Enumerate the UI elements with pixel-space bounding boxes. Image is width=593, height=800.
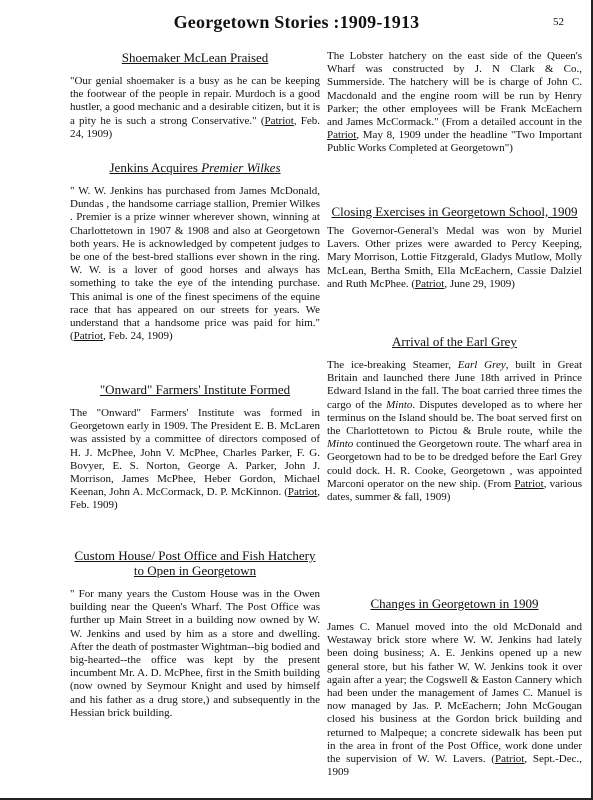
source-link: Patriot: [414, 277, 445, 290]
article-text: " W. W. Jenkins has purchased from James McDonald, Dundas , the handsome carriage stallion, Premier Wilkes . Premier is a prize winner wherever shown, winning at Charlottetown in 1907 & 1908 and also at Georgetown both years. He is acknowledged by competent judges to be one of the best-bred stallions ever shown in the ring. W. W. is a lover of good horses and always has something to take the eye of the intending purchase. This animal is one of the finest specimens of the equine race that has appeared on our streets for years. We understand that a handsome price was paid for him." (: [70, 185, 320, 343]
article-body: [327, 225, 582, 291]
article-title: Custom House/ Post Office and Fish Hatchery to Open in Georgetown: [74, 548, 316, 578]
source-date: , Feb. 1909): [70, 486, 320, 512]
article-title: Arrival of the Earl Grey: [392, 334, 517, 349]
source-link: Patriot: [327, 129, 357, 142]
source-date: , May 8, 1909 under the headline "Two Important Public Works Completed at Georgetown"): [327, 129, 582, 155]
article-text: . Disputes developed as to where her terminus on the Island should be. The boat served first on the Charlottetown to Pictou & Brule route, while the: [327, 398, 582, 438]
article-body: " For many years the Custom House was in the Owen building near the Queen's Wharf. The Post Office was further up Main Street in a building now owned by W. W. Jenkins and used by him as a store and dwelling. After the death of postmaster Wightman--big bodied and big-hearted--the office was kept by the present incumbent Mr. A. D. McPhee, first in the Smith building (now owned by Seymour Knight and used by himself and his father as a drug store,) and subsequently in the Hessian brick building.: [70, 588, 320, 719]
article-changes-1909: [327, 596, 582, 779]
page-title: Georgetown Stories :1909-1913: [173, 12, 420, 32]
source-link: Patriot: [287, 486, 318, 499]
article-text: , built in Great Britain and launched there June 18th arrived in Prince Edward Island in the fall. The boat carried three times the cargo of the: [327, 359, 583, 411]
article-title: "Onward" Farmers' Institute Formed: [99, 382, 291, 397]
article-body: [327, 359, 582, 504]
article-onward: [70, 382, 320, 513]
source-link: Patriot: [494, 753, 525, 766]
page-number: 52: [553, 16, 564, 28]
ship-name: Earl Grey: [457, 359, 506, 371]
article-text: James C. Manuel moved into the old McDonald and Westaway brick store where W. W. Jenkins had lately been doing business; A. E. Jenkins opened up a new general store, but his father W. W. Jenkins took it over again after a year; the Cogswell & Easton Cannery which had been under the management of James C. Manuel is now managed by Jas. P. McEachern; John McGougan closed his business at the Gordon brick building and returned to Malpeque; a concrete sidewalk has been put in the area in front of the Post Office, work done under the supervision of W. W. Lavers. (: [327, 621, 582, 766]
article-earl-grey: [327, 334, 582, 504]
source-date: , Feb. 24, 1909): [70, 114, 321, 140]
article-title: [70, 160, 320, 175]
source-link: Patriot: [264, 114, 294, 127]
article-text: The Lobster hatchery on the east side of the Queen's Wharf was constructed by J. N Clark & Co., Summerside. The hatchery will be is charge of John C. Macdonald and the engine room will be run by Henry Parker; the other employees will be Frank McEachern and James McCormack." (From a detailed account in the: [327, 50, 582, 129]
article-shoemaker: [70, 50, 320, 141]
article-title-italic: Premier Wilkes: [201, 160, 281, 175]
article-text: The Governor-General's Medal was won by Muriel Lavers. Other prizes were awarded to Percy Keeping, Mary Morrison, Lottie Fitzgerald, Gladys Mutlow, Molly McLean, Bertha Smith, Ella McEachern, Cassie Dalziel and Ruth McPhee. (: [327, 225, 582, 290]
article-closing-exercises: [327, 204, 582, 291]
article-body: [70, 407, 320, 513]
article-body: [327, 50, 582, 156]
article-body: [327, 621, 582, 779]
article-body: [70, 75, 320, 141]
article-title: Shoemaker McLean Praised: [121, 50, 269, 65]
article-jenkins: [70, 160, 320, 343]
ship-name: Minto: [386, 398, 413, 411]
article-text: The ice-breaking Steamer,: [327, 359, 458, 371]
source-date: , Sept.-Dec., 1909: [327, 753, 582, 779]
article-title: Changes in Georgetown in 1909: [370, 596, 539, 611]
article-body: [70, 185, 320, 343]
source-date: , June 29, 1909): [444, 277, 515, 290]
source-link: Patriot: [73, 330, 104, 343]
source-link: Patriot: [514, 477, 544, 490]
article-text: continued the Georgetown route. The wharf area in Georgetown had to be to be dredged before the Earl Grey could dock. H. R. Cooke, Georgetown , was appointed Marconi operator on the new ship. (From: [327, 438, 582, 490]
article-title-text: Jenkins Acquires: [109, 160, 202, 175]
source-date: , various dates, summer & fall, 1909): [327, 477, 582, 504]
article-lobster-hatchery: [327, 50, 582, 156]
article-text: The "Onward" Farmers' Institute was formed in Georgetown early in 1909. The President E. B. McLaren was assisted by a committee of directors composed of H. J. McPhee, John V. McPhee, Charles Parker, F. G. Bovyer, E. S. Norton, George A. Parker, John J. Morrison, James McPhee, Heber Gordon, Michael Keenan, John A. McCormack, D. P. McKinnon. (: [70, 407, 320, 499]
source-date: , Feb. 24, 1909): [103, 330, 173, 343]
article-title: Closing Exercises in Georgetown School, 1909: [331, 204, 578, 219]
article-custom-house: [70, 548, 320, 720]
ship-name: Minto: [327, 438, 354, 451]
article-text: "Our genial shoemaker is a busy as he can be keeping the footwear of the people in repair. Murdoch is a good hustler, a good mechanic and a desirable citizen, but it is a pity he is such a strong Conservative." (: [70, 75, 320, 127]
